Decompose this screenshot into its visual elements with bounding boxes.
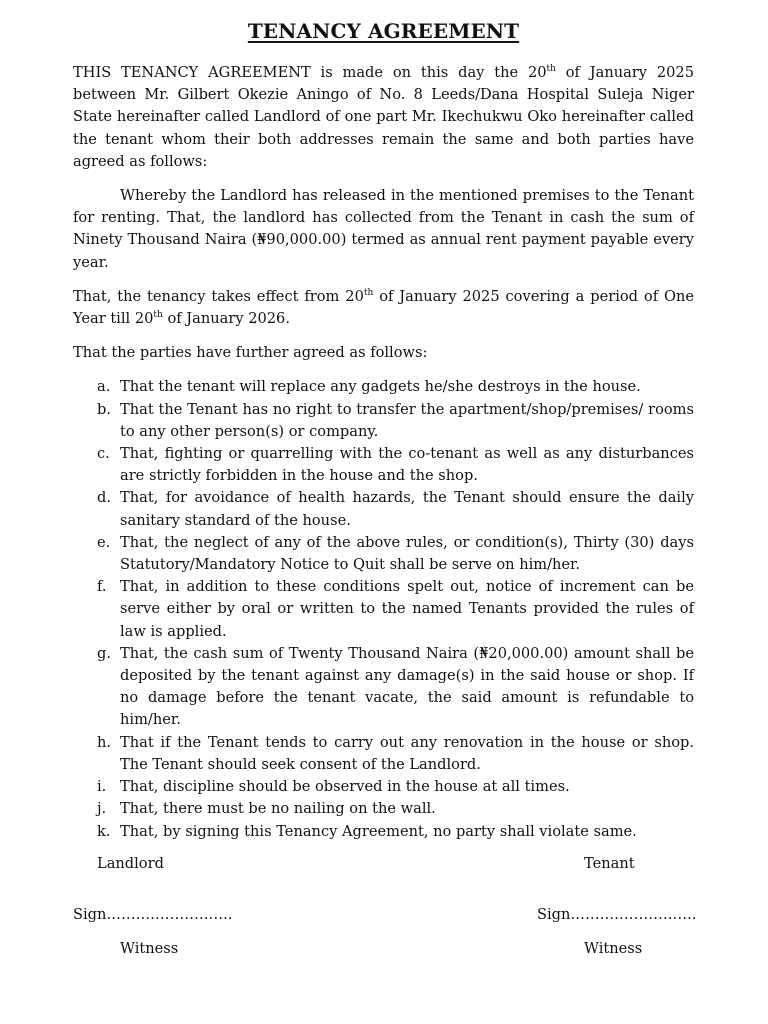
clause-item [73,376,694,398]
landlord-signature-line: Sign…………………….. [73,905,233,923]
clause-item [73,487,694,531]
clause-text: That, the neglect of any of the above rules, or condition(s), Thirty (30) days Statutory/Mandatory Notice to Quit shall be serve on him/her. [120,533,694,574]
clause-marker: e. [97,533,111,551]
rent-paragraph: Whereby the Landlord has released in the mentioned premises to the Tenant for renting. That, the landlord has collected from the Tenant in cash the sum of Ninety Thousand Naira (₦90,000.00) termed as annual rent payment payable every year. [73,187,694,271]
document-page [73,16,697,960]
clause-text: That, discipline should be observed in the house at all times. [120,778,570,796]
clause-item [73,776,694,798]
clause-marker: f. [97,578,107,596]
duration-ordinal-suffix-1: th [363,287,374,298]
clause-list [73,376,694,842]
signature-lines-row [73,904,697,926]
clause-item [73,399,694,443]
landlord-label: Landlord [97,854,164,872]
witness-labels-row [73,938,694,960]
intro-text-part-2: of January 2025 between Mr. Gilbert Okezie Aningo of No. 8 Leeds/Dana Hospital Suleja Niger State hereinafter called Landlord of one part Mr. Ikechukwu Oko hereinafter called the tenant whom their both addresses remain the same and both parties have agreed as follows: [73,64,694,170]
party-labels-row [73,853,694,875]
clause-item [73,443,694,487]
duration-text-part-3: of January 2026. [162,310,290,328]
agreement-intro-paragraph: That the parties have further agreed as follows: [73,344,428,362]
clause-marker: b. [97,400,111,418]
clause-text: That, by signing this Tenancy Agreement, no party shall violate same. [120,822,637,840]
clause-marker: h. [97,733,112,751]
clause-text: That, for avoidance of health hazards, the Tenant should ensure the daily sanitary standard of the house. [120,489,694,529]
clause-text: That the Tenant has no right to transfer the apartment/shop/premises/ rooms to any other person(s) or company. [120,400,694,440]
clause-marker: c. [97,445,110,463]
clause-marker: k. [97,822,111,840]
clause-marker: a. [97,378,111,396]
clause-text: That, in addition to these conditions spelt out, notice of increment can be serve either by oral or written to the named Tenants provided the rules of law is applied. [120,578,694,640]
clause-text: That, the cash sum of Twenty Thousand Naira (₦20,000.00) amount shall be deposited by the tenant against any damage(s) in the said house or shop. If no damage before the tenant vacate, the said amount is refundable to him/her. [120,644,694,729]
duration-text-part-2: of January 2025 covering a period of One Year till 20 [73,287,694,328]
document-title: TENANCY AGREEMENT [247,19,520,43]
clause-item [73,821,694,843]
landlord-witness-label: Witness [120,939,179,957]
tenant-witness-label: Witness [584,939,643,957]
duration-ordinal-suffix-2: th [153,310,163,321]
clause-text: That, fighting or quarrelling with the co-tenant as well as any disturbances are strictly forbidden in the house and the shop. [120,445,694,485]
clause-item [73,732,694,776]
clause-item [73,798,694,820]
clause-item [73,643,694,732]
clause-text: That the tenant will replace any gadgets he/she destroys in the house. [120,378,641,396]
tenant-signature-line: Sign…………………….. [537,905,697,923]
clause-text: That if the Tenant tends to carry out any renovation in the house or shop. The Tenant should seek consent of the Landlord. [120,733,694,773]
duration-text-part-1: That, the tenancy takes effect from 20 [73,287,364,305]
intro-ordinal-suffix: th [546,64,556,75]
intro-paragraph [73,62,694,173]
clause-marker: g. [97,644,111,662]
clause-item [73,576,694,643]
duration-paragraph [73,286,694,330]
clause-marker: j. [97,800,107,818]
clause-marker: d. [97,489,111,507]
intro-text-part-1: THIS TENANCY AGREEMENT is made on this day the 20 [73,64,547,81]
tenant-label: Tenant [584,854,635,872]
clause-marker: i. [97,778,107,796]
clause-item [73,532,694,576]
clause-text: That, there must be no nailing on the wall. [120,800,436,818]
